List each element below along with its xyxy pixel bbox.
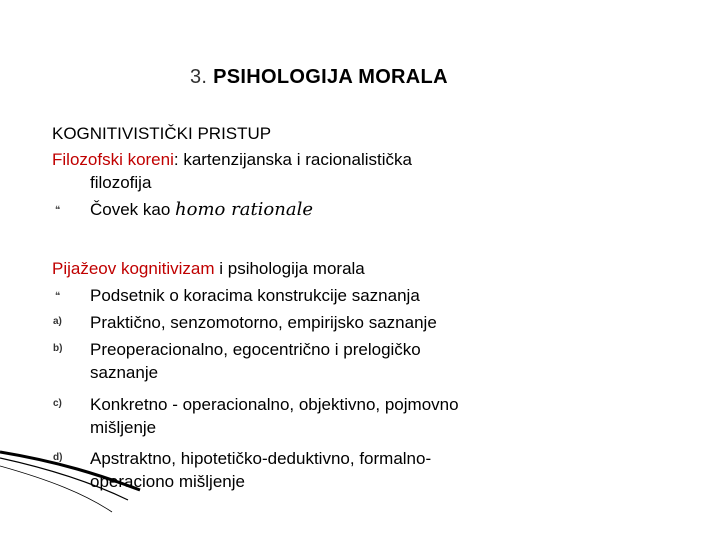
list-mark-b: b) bbox=[53, 343, 63, 354]
section2-heading bbox=[52, 258, 365, 279]
list-item-c-line2: mišljenje bbox=[90, 418, 157, 437]
section1-heading: KOGNITIVISTIČKI PRISTUP bbox=[52, 124, 272, 143]
bullet-icon: ❝ bbox=[55, 291, 61, 302]
bullet-icon: ❝ bbox=[55, 205, 61, 216]
section2-heading-rest: i psihologija morala bbox=[214, 259, 365, 278]
roots-text: : kartenzijanska i racionalistička bbox=[173, 150, 412, 169]
list-item-d-line1: Apstraktno, hipotetičko-deduktivno, formalno- bbox=[90, 449, 432, 468]
bullet-italic: homo rationale bbox=[175, 199, 313, 220]
list-item-c-line1: Konkretno - operacionalno, objektivno, pojmovno bbox=[90, 395, 459, 414]
list-mark-c: c) bbox=[53, 398, 62, 409]
list-mark-d: d) bbox=[53, 452, 63, 463]
list-item-a: Praktično, senzomotorno, empirijsko saznanje bbox=[90, 313, 437, 332]
bullet-homo-rationale bbox=[90, 199, 313, 220]
list-item-d-line2: operaciono mišljenje bbox=[90, 472, 245, 491]
slide-title bbox=[190, 66, 690, 89]
list-mark-a: a) bbox=[53, 316, 62, 327]
intro-line: Podsetnik o koracima konstrukcije saznanja bbox=[90, 286, 420, 305]
bullet-text: Čovek kao bbox=[90, 200, 176, 219]
roots-label: Filozofski koreni bbox=[52, 150, 174, 169]
title-text: PSIHOLOGIJA MORALA bbox=[213, 66, 448, 88]
roots-line bbox=[52, 149, 412, 170]
list-item-b-line1: Preoperacionalno, egocentrično i prelogičko bbox=[90, 340, 421, 359]
section2-heading-red: Pijažeov kognitivizam bbox=[52, 259, 215, 278]
list-item-b-line2: saznanje bbox=[90, 363, 159, 382]
title-number: 3. bbox=[190, 66, 208, 88]
roots-continuation: filozofija bbox=[90, 173, 152, 192]
